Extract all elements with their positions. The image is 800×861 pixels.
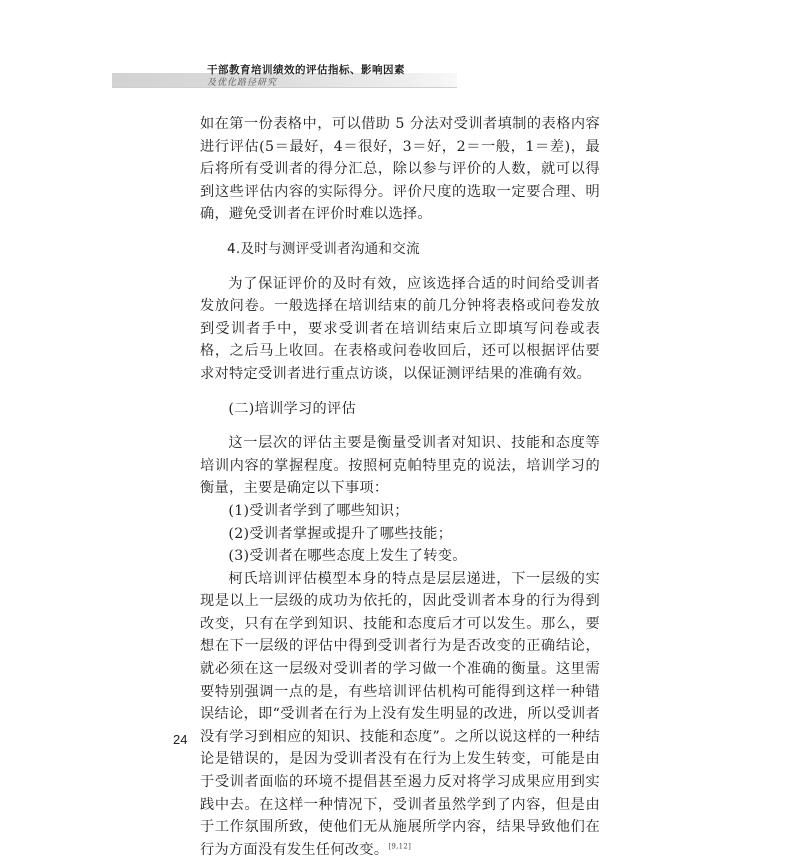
list-item-3: (3)受训者在哪些态度上发生了转变。 — [228, 548, 467, 565]
paragraph-1: 如在第一份表格中，可以借助 5 分法对受训者填制的表格内容进行评估(5＝最好，4＝很好，3＝好，2＝一般，1＝差)，最后将所有受训者的得分汇总，除以参与评价的人数，就可以得到这些评估内容的实际得分。评价尺度的选取一定要合理、明确，避免受训者在评价时难以选择。 — [200, 116, 600, 223]
list-item-2: (2)受训者掌握或提升了哪些技能； — [228, 525, 453, 542]
running-header-title: 干部教育培训绩效的评估指标、影响因素 — [207, 64, 405, 76]
section-heading-4: 4.及时与测评受训者沟通和交流 — [227, 240, 420, 257]
paragraph-4 — [200, 568, 600, 861]
list-item-1: (1)受训者学到了哪些知识； — [228, 502, 409, 519]
page-number: 24 — [173, 732, 188, 747]
paragraph-2: 为了保证评价的及时有效，应该选择合适的时间给受训者发放问卷。一般选择在培训结束的前几分钟将表格或问卷发放到受训者手中，要求受训者在培训结束后立即填写问卷或表格，之后马上收回。在表格或问卷收回后，还可以根据评估要求对特定受训者进行重点访谈，以保证测评结果的准确有效。 — [200, 275, 600, 382]
running-header-subtitle: 及优化路径研究 — [207, 78, 278, 88]
citation-superscript: [9,12] — [388, 842, 412, 851]
section-heading-2: (二)培训学习的评估 — [228, 400, 356, 417]
paragraph-3: 这一层次的评估主要是衡量受训者对知识、技能和态度等培训内容的掌握程度。按照柯克帕特里克的说法，培训学习的衡量，主要是确定以下事项： — [200, 435, 600, 497]
paragraph-4-text: 柯氏培训评估模型本身的特点是层层递进，下一层级的实现是以上一层级的成功为依托的，因此受训者本身的行为得到改变，只有在学到知识、技能和态度后才可以发生。那么，要想在下一层级的评估中得到受训者行为是否改变的正确结论，就必须在这一层级对受训者的学习做一个准确的衡量。这里需要特别强调一点的是，有些培训评估机构可能得到这样一种错误结论，即“受训者在行为上没有发生明显的改进，所以受训者没有学习到相应的知识、技能和态度”。之所以说这样的一种结论是错误的，是因为受训者没有在行为上发生转变，可能是由于受训者面临的环境不提倡甚至遏力反对将学习成果应用到实践中去。在这样一种情况下，受训者虽然学到了内容，但是由于工作氛围所致，使他们无从施展所学内容，结果导致他们在行为方面没有发生任何改变。 — [200, 570, 600, 858]
header-rule — [112, 87, 457, 88]
page-body — [200, 113, 600, 861]
